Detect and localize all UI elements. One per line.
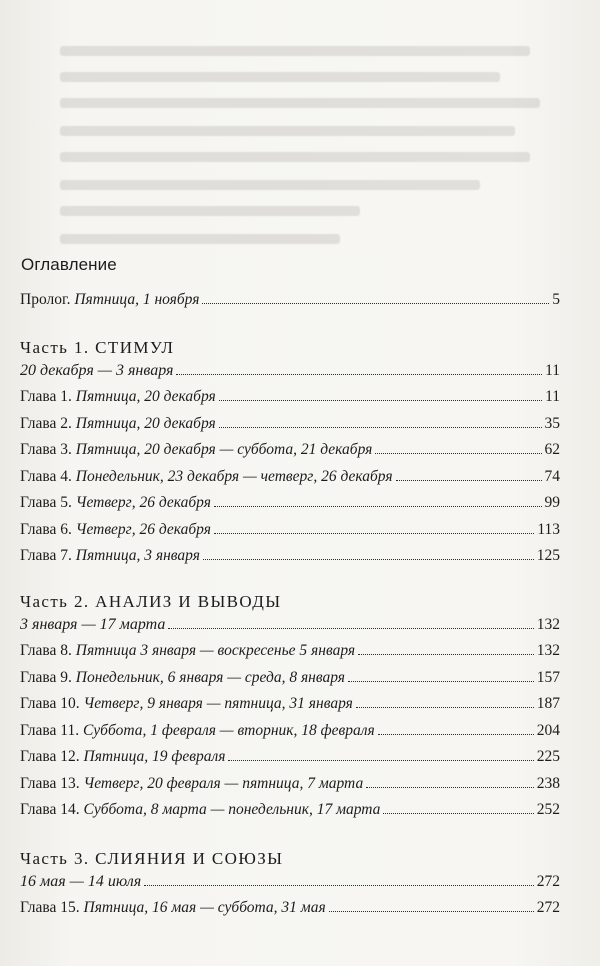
toc-entry-chapter[interactable] xyxy=(20,494,560,521)
toc-entry-chapter[interactable] xyxy=(20,521,560,548)
entry-title: Пятница, 20 декабря xyxy=(75,414,216,432)
part-title: Часть 2. АНАЛИЗ И ВЫВОДЫ xyxy=(20,591,282,611)
dot-leader xyxy=(348,681,534,682)
table-of-contents xyxy=(20,291,560,926)
entry-page-number: 11 xyxy=(545,388,560,405)
entry-title: Пятница, 20 декабря — суббота, 21 декабря xyxy=(75,441,373,458)
toc-entry-prologue[interactable] xyxy=(20,291,560,318)
dot-leader xyxy=(144,885,534,886)
entry-page-number: 74 xyxy=(544,467,560,485)
toc-entry-chapter[interactable] xyxy=(20,468,560,495)
entry-title: Понедельник, 23 декабря — четверг, 26 декабря xyxy=(75,467,393,485)
toc-entry-chapter[interactable] xyxy=(20,415,560,442)
dot-leader xyxy=(366,787,534,788)
entry-title: Пятница, 3 января xyxy=(75,547,200,564)
part-title: Часть 3. СЛИЯНИЯ И СОЮЗЫ xyxy=(20,848,284,868)
dot-leader xyxy=(203,559,534,560)
toc-entry-chapter[interactable] xyxy=(20,722,560,749)
entry-title: Четверг, 9 января — пятница, 31 января xyxy=(83,695,353,712)
entry-prefix: Глава 9. xyxy=(20,668,72,686)
toc-entry-part-range[interactable] xyxy=(20,873,560,900)
entry-page-number: 132 xyxy=(536,642,560,659)
entry-prefix: Глава 2. xyxy=(20,414,72,432)
dot-leader xyxy=(168,628,533,629)
bleed-line xyxy=(60,180,480,190)
toc-entry-chapter[interactable] xyxy=(20,899,560,926)
toc-entry-chapter[interactable] xyxy=(20,669,560,696)
toc-entry-chapter[interactable] xyxy=(20,801,560,828)
entry-prefix: Глава 7. xyxy=(20,547,72,564)
entry-page-number: 238 xyxy=(536,774,560,792)
dot-leader xyxy=(176,374,542,375)
bleed-line xyxy=(60,126,515,136)
toc-entry-chapter[interactable] xyxy=(20,388,560,415)
bleed-line xyxy=(60,72,500,82)
entry-title: Четверг, 20 февраля — пятница, 7 марта xyxy=(83,774,364,792)
dot-leader xyxy=(383,813,533,814)
entry-title: Пятница, 20 декабря xyxy=(75,388,216,405)
entry-page-number: 204 xyxy=(536,721,560,739)
dot-leader xyxy=(396,480,542,481)
entry-prefix: Глава 15. xyxy=(20,899,80,916)
dot-leader xyxy=(375,453,541,454)
entry-page-number: 62 xyxy=(544,441,560,458)
entry-prefix: Глава 5. xyxy=(20,494,72,511)
entry-title: 16 мая — 14 июля xyxy=(20,872,142,890)
toc-entry-chapter[interactable] xyxy=(20,642,560,669)
entry-page-number: 5 xyxy=(552,291,560,308)
entry-title: Понедельник, 6 января — среда, 8 января xyxy=(75,668,345,686)
entry-prefix: Глава 10. xyxy=(20,695,80,712)
bleed-line xyxy=(60,98,540,108)
bleed-line xyxy=(60,46,530,56)
entry-title: Пятница, 1 ноября xyxy=(74,291,200,308)
bleed-line xyxy=(60,234,340,244)
toc-heading: Оглавление xyxy=(21,255,117,274)
entry-page-number: 272 xyxy=(536,899,560,916)
entry-page-number: 187 xyxy=(536,695,560,712)
entry-page-number: 157 xyxy=(536,668,560,686)
entry-page-number: 225 xyxy=(536,748,560,765)
entry-prefix: Глава 1. xyxy=(20,388,72,405)
dot-leader xyxy=(219,400,542,401)
entry-prefix: Глава 14. xyxy=(20,801,80,818)
entry-page-number: 125 xyxy=(536,547,560,564)
entry-prefix: Глава 11. xyxy=(20,721,80,739)
entry-title: Суббота, 8 марта — понедельник, 17 марта xyxy=(83,801,381,818)
entry-title: Четверг, 26 декабря xyxy=(75,520,211,538)
entry-prefix: Глава 6. xyxy=(20,520,72,538)
entry-prefix: Глава 13. xyxy=(20,774,80,792)
entry-title: Четверг, 26 декабря xyxy=(75,494,211,511)
dot-leader xyxy=(214,506,542,507)
bleed-through-text xyxy=(60,0,600,260)
entry-title: Суббота, 1 февраля — вторник, 18 февраля xyxy=(82,721,375,739)
entry-prefix: Глава 3. xyxy=(20,441,72,458)
entry-page-number: 252 xyxy=(536,801,560,818)
entry-prefix: Пролог. xyxy=(20,291,71,308)
toc-entry-chapter[interactable] xyxy=(20,695,560,722)
part-title: Часть 1. СТИМУЛ xyxy=(20,337,175,357)
entry-page-number: 272 xyxy=(536,872,560,890)
toc-entry-part-range[interactable] xyxy=(20,362,560,389)
bleed-line xyxy=(60,206,360,216)
dot-leader xyxy=(228,760,533,761)
entry-page-number: 113 xyxy=(537,520,560,538)
dot-leader xyxy=(202,303,549,304)
entry-title: 3 января — 17 марта xyxy=(20,615,166,633)
entry-page-number: 35 xyxy=(544,414,560,432)
entry-title: Пятница, 19 февраля xyxy=(83,748,226,765)
entry-page-number: 99 xyxy=(544,494,560,511)
entry-title: 20 декабря — 3 января xyxy=(20,361,174,379)
entry-title: Пятница 3 января — воскресенье 5 января xyxy=(75,642,356,659)
entry-prefix: Глава 4. xyxy=(20,467,72,485)
toc-entry-chapter[interactable] xyxy=(20,441,560,468)
dot-leader xyxy=(329,911,534,912)
toc-entry-part-range[interactable] xyxy=(20,616,560,643)
dot-leader xyxy=(378,734,534,735)
dot-leader xyxy=(356,707,534,708)
entry-page-number: 11 xyxy=(545,361,560,379)
entry-prefix: Глава 12. xyxy=(20,748,80,765)
dot-leader xyxy=(358,654,534,655)
bleed-line xyxy=(60,152,530,162)
entry-prefix: Глава 8. xyxy=(20,642,72,659)
toc-entry-chapter[interactable] xyxy=(20,547,560,574)
toc-entry-chapter[interactable] xyxy=(20,748,560,775)
entry-page-number: 132 xyxy=(536,615,560,633)
toc-entry-chapter[interactable] xyxy=(20,775,560,802)
entry-title: Пятница, 16 мая — суббота, 31 мая xyxy=(83,899,326,916)
dot-leader xyxy=(214,533,534,534)
dot-leader xyxy=(219,427,542,428)
